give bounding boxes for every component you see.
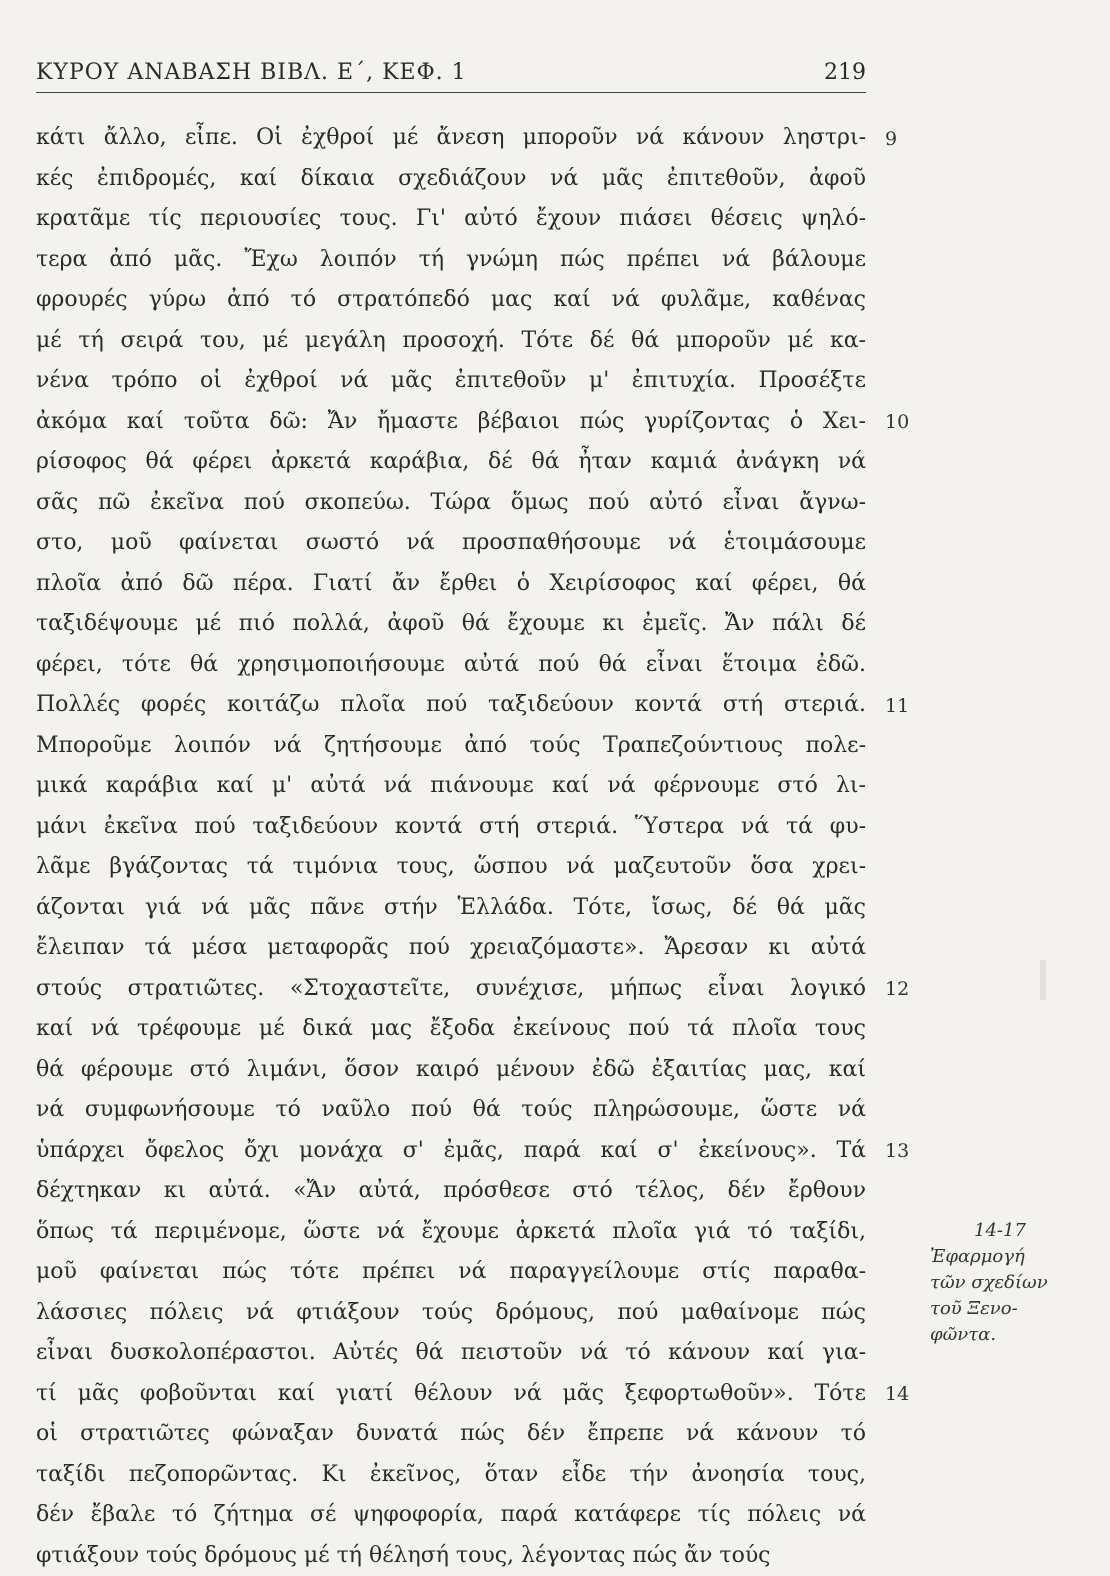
text-line: τερα ἀπό μᾶς. Ἔχω λοιπόν τή γνώμη πώς πρέπει νά βάλουμε: [36, 240, 866, 281]
margin-note-line: φῶντα.: [930, 1322, 1090, 1348]
text-line: κές ἐπιδρομές, καί δίκαια σχεδιάζουν νά μᾶς ἐπιτεθοῦν, ἀφοῦ: [36, 159, 866, 200]
text-line: ρίσοφος θά φέρει ἀρκετά καράβια, δέ θά ἦταν καμιά ἀνάγκη νά: [36, 442, 866, 483]
text-line: Πολλές φορές κοιτάζω πλοῖα πού ταξιδεύουν κοντά στή στεριά.: [36, 685, 866, 726]
text-line: νένα τρόπο οἱ ἐχθροί νά μᾶς ἐπιτεθοῦν μ' ἐπιτυχία. Προσέξτε: [36, 361, 866, 402]
section-number-12: 12: [885, 978, 909, 1000]
margin-note-line: Ἐφαρμογή: [930, 1244, 1090, 1270]
text-line: σᾶς πῶ ἐκεῖνα πού σκοπεύω. Τώρα ὅμως πού αὐτό εἶναι ἄγνω-: [36, 483, 866, 524]
text-line: φέρει, τότε θά χρησιμοποιήσουμε αὐτά πού θά εἶναι ἕτοιμα ἐδῶ.: [36, 645, 866, 686]
text-line: φτιάξουν τούς δρόμους μέ τή θέλησή τους, λέγοντας πώς ἄν τούς: [36, 1536, 866, 1576]
text-line: πλοῖα ἀπό δῶ πέρα. Γιατί ἄν ἔρθει ὁ Χειρίσοφος καί φέρει, θά: [36, 564, 866, 605]
text-line: στούς στρατιῶτες. «Στοχαστεῖτε, συνέχισε, μήπως εἶναι λογικό: [36, 969, 866, 1010]
text-line: φρουρές γύρω ἀπό τό στρατόπεδό μας καί νά φυλᾶμε, καθένας: [36, 280, 866, 321]
text-line: ἔλειπαν τά μέσα μεταφορᾶς πού χρειαζόμαστε». Ἄρεσαν κι αὐτά: [36, 928, 866, 969]
text-line: Μποροῦμε λοιπόν νά ζητήσουμε ἀπό τούς Τραπεζούντιους πολε-: [36, 726, 866, 767]
text-line: κάτι ἄλλο, εἶπε. Οἱ ἐχθροί μέ ἄνεση μποροῦν νά κάνουν ληστρι-: [36, 118, 866, 159]
text-line: ὅπως τά περιμένομε, ὥστε νά ἔχουμε ἀρκετά πλοῖα γιά τό ταξίδι,: [36, 1212, 866, 1253]
section-number-9: 9: [885, 128, 897, 150]
running-header: [36, 58, 866, 93]
text-line: μέ τή σειρά του, μέ μεγάλη προσοχή. Τότε δέ θά μποροῦν μέ κα-: [36, 321, 866, 362]
text-line: νά συμφωνήσουμε τό ναῦλο πού θά τούς πληρώσουμε, ὥστε νά: [36, 1090, 866, 1131]
text-line: λᾶμε βγάζοντας τά τιμόνια τους, ὥσπου νά μαζευτοῦν ὅσα χρει-: [36, 847, 866, 888]
page-number: 219: [824, 60, 866, 85]
text-line: μικά καράβια καί μ' αὐτά νά πιάνουμε καί νά φέρνουμε στό λι-: [36, 766, 866, 807]
text-line: λάσσιες πόλεις νά φτιάξουν τούς δρόμους, πού μαθαίνομε πώς: [36, 1293, 866, 1334]
section-number-10: 10: [885, 411, 909, 433]
section-number-13: 13: [885, 1140, 909, 1162]
text-line: δέν ἔβαλε τό ζήτημα σέ ψηφοφορία, παρά κατάφερε τίς πόλεις νά: [36, 1495, 866, 1536]
margin-note-line: τοῦ Ξενο-: [930, 1296, 1090, 1322]
text-line: άζονται γιά νά μᾶς πᾶνε στήν Ἑλλάδα. Τότε, ἴσως, δέ θά μᾶς: [36, 888, 866, 929]
text-line: στο, μοῦ φαίνεται σωστό νά προσπαθήσουμε νά ἑτοιμάσουμε: [36, 523, 866, 564]
text-line: οἱ στρατιῶτες φώναξαν δυνατά πώς δέν ἔπρεπε νά κάνουν τό: [36, 1414, 866, 1455]
text-line: ταξιδέψουμε μέ πιό πολλά, ἀφοῦ θά ἔχουμε κι ἐμεῖς. Ἄν πάλι δέ: [36, 604, 866, 645]
text-line: μοῦ φαίνεται πώς τότε πρέπει νά παραγγείλουμε στίς παραθα-: [36, 1252, 866, 1293]
text-line: ταξίδι πεζοπορῶντας. Κι ἐκεῖνος, ὅταν εἶδε τήν ἀνοησία τους,: [36, 1455, 866, 1496]
text-line: κρατᾶμε τίς περιουσίες τους. Γι' αὐτό ἔχουν πιάσει θέσεις ψηλό-: [36, 199, 866, 240]
text-line: θά φέρουμε στό λιμάνι, ὅσον καιρό μένουν ἐδῶ ἐξαιτίας μας, καί: [36, 1050, 866, 1091]
running-head-title: ΚΥΡΟΥ ΑΝΑΒΑΣΗ ΒΙΒΛ. Ε΄, ΚΕΦ. 1: [36, 60, 467, 85]
margin-note-range: 14-17: [930, 1218, 1090, 1244]
text-line: ἀκόμα καί τοῦτα δῶ: Ἄν ἤμαστε βέβαιοι πώς γυρίζοντας ὁ Χει-: [36, 402, 866, 443]
margin-note: [930, 1218, 1090, 1348]
margin-note-line: τῶν σχεδίων: [930, 1270, 1090, 1296]
section-number-14: 14: [885, 1383, 909, 1405]
text-line: μάνι ἐκεῖνα πού ταξιδεύουν κοντά στή στεριά. Ὕστερα νά τά φυ-: [36, 807, 866, 848]
bleed-through-mark: [1040, 960, 1086, 1000]
text-line: τί μᾶς φοβοῦνται καί γιατί θέλουν νά μᾶς ξεφορτωθοῦν». Τότε: [36, 1374, 866, 1415]
body-text: [36, 118, 866, 1576]
text-line: ὑπάρχει ὄφελος ὄχι μονάχα σ' ἐμᾶς, παρά καί σ' ἐκείνους». Τά: [36, 1131, 866, 1172]
text-line: εἶναι δυσκολοπέραστοι. Αὐτές θά πειστοῦν νά τό κάνουν καί για-: [36, 1333, 866, 1374]
section-number-11: 11: [885, 695, 909, 717]
text-line: καί νά τρέφουμε μέ δικά μας ἔξοδα ἐκείνους πού τά πλοῖα τους: [36, 1009, 866, 1050]
text-line: δέχτηκαν κι αὐτά. «Ἄν αὐτά, πρόσθεσε στό τέλος, δέν ἔρθουν: [36, 1171, 866, 1212]
